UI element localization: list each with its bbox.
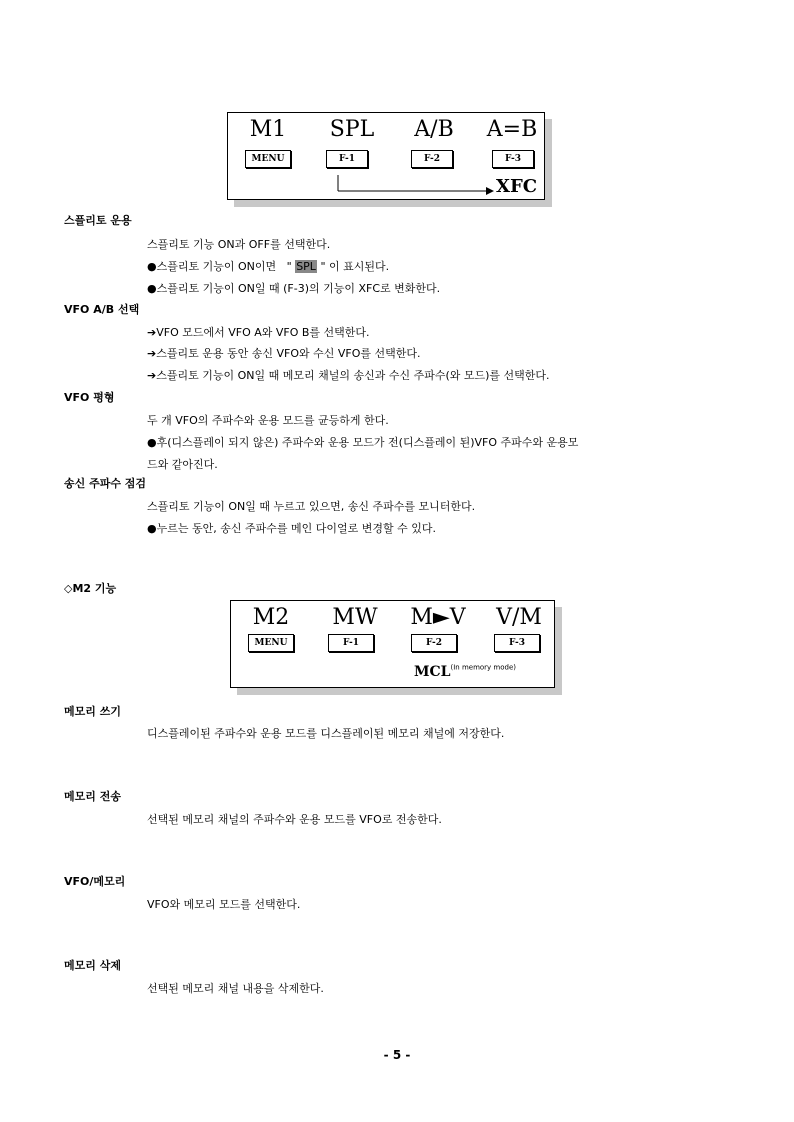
xfc-label: XFC (496, 176, 538, 197)
vfo-ab-line-3: ➔스플리토 기능이 ON일 때 메모리 채널의 송신과 수신 주파수(와 모드)를 선택한다. (147, 369, 550, 382)
tx-check-line-2: ●누르는 동안, 송신 주파수를 메인 다이얼로 변경할 수 있다. (147, 522, 436, 535)
f2-key: F-2 (411, 150, 453, 168)
vfo-equal-line-3: 드와 같아진다. (147, 458, 218, 471)
spl-indicator: SPL (296, 260, 316, 273)
mcl-note: (In memory mode) (450, 663, 516, 672)
mcl-label: MCL (414, 664, 451, 680)
lcd-label-m-to-v: M►V (410, 605, 466, 630)
split-line-1: 스플리토 기능 ON과 OFF를 선택한다. (147, 238, 331, 251)
page-number: - 5 - (383, 1048, 411, 1062)
f3-key-m2: F-3 (494, 634, 540, 652)
section-title-memory-transfer: 메모리 전송 (64, 790, 121, 803)
section-title-vfo-ab: VFO A/B 선택 (64, 303, 140, 316)
lcd-label-mw: MW (332, 605, 378, 630)
split-line-2: ●스플리토 기능이 ON이면 " SPL " 이 표시된다. (147, 260, 390, 273)
xfc-arrow-icon (336, 173, 496, 197)
tx-check-line-1: 스플리토 기능이 ON일 때 누르고 있으면, 송신 주파수를 모니터한다. (147, 500, 476, 513)
lcd-label-spl: SPL (329, 117, 375, 142)
section-title-tx-check: 송신 주파수 점검 (64, 477, 147, 490)
m2-heading: ◇M2 기능 (64, 582, 117, 595)
section-title-vfo-memory: VFO/메모리 (64, 875, 126, 888)
lcd-label-a-equals-b: A=B (486, 117, 538, 142)
vfo-ab-line-1: ➔VFO 모드에서 VFO A와 VFO B를 선택한다. (147, 326, 370, 339)
section-title-vfo-equal: VFO 평형 (64, 391, 115, 404)
f3-key: F-3 (492, 150, 534, 168)
section-title-split: 스플리토 운용 (64, 214, 132, 227)
mcl-label-group (414, 661, 516, 680)
vfo-equal-line-2: ●후(디스플레이 되지 않은) 주파수와 운용 모드가 전(디스플레이 된)VFO 주파수와 운용모 (147, 436, 579, 449)
f2-key-m2: F-2 (411, 634, 457, 652)
section-title-memory-delete: 메모리 삭제 (64, 959, 121, 972)
vfo-ab-line-2: ➔스플리토 운용 동안 송신 VFO와 수신 VFO를 선택한다. (147, 347, 421, 360)
lcd-label-m2: M2 (252, 605, 290, 630)
menu-key: MENU (245, 150, 291, 168)
lcd-label-m1: M1 (249, 117, 287, 142)
memory-delete-line: 선택된 메모리 채널 내용을 삭제한다. (147, 982, 324, 995)
lcd-panel-m1 (227, 112, 545, 200)
f1-key-m2: F-1 (328, 634, 374, 652)
menu-key-m2: MENU (248, 634, 294, 652)
section-title-memory-write: 메모리 쓰기 (64, 705, 121, 718)
lcd-label-vm: V/M (496, 605, 542, 630)
memory-transfer-line: 선택된 메모리 채널의 주파수와 운용 모드를 VFO로 전송한다. (147, 813, 442, 826)
vfo-memory-line: VFO와 메모리 모드를 선택한다. (147, 898, 301, 911)
f1-key: F-1 (326, 150, 368, 168)
vfo-equal-line-1: 두 개 VFO의 주파수와 운용 모드를 균등하게 한다. (147, 414, 389, 427)
memory-write-line: 디스플레이된 주파수와 운용 모드를 디스플레이된 메모리 채널에 저장한다. (147, 727, 505, 740)
split-line-3: ●스플리토 기능이 ON일 때 (F-3)의 기능이 XFC로 변화한다. (147, 282, 441, 295)
lcd-panel-m2 (230, 600, 555, 688)
lcd-label-ab: A/B (414, 117, 454, 142)
